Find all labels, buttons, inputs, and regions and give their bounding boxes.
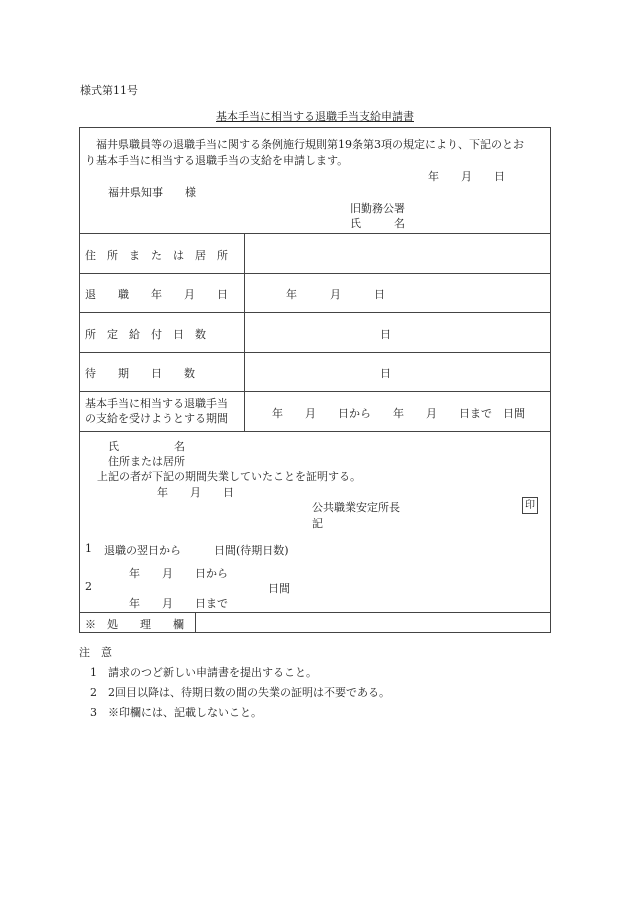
- period-label-line-1: 基本手当に相当する退職手当: [85, 397, 228, 410]
- certificate-date: 年 月 日: [157, 486, 234, 499]
- issuer-title: 公共職業安定所長: [312, 501, 400, 514]
- document-title: 基本手当に相当する退職手当支給申請書: [216, 110, 414, 123]
- application-statement-line-1: 福井県職員等の退職手当に関する条例施行規則第19条第3項の規定により、下記のとお: [96, 138, 524, 151]
- applicant-name-label: 氏 名: [350, 217, 405, 230]
- item-2-number: 2: [85, 580, 92, 593]
- item-1-text: 退職の翌日から 日間(待期日数): [104, 544, 289, 557]
- item-2-days: 日間: [268, 582, 290, 595]
- application-date: 年 月 日: [428, 170, 505, 183]
- former-office-label: 旧勤務公署: [350, 202, 405, 215]
- retirement-date-label: 退 職 年 月 日: [85, 288, 228, 301]
- processing-label: ※ 処 理 欄: [85, 618, 184, 631]
- period-label-line-2: の支給を受けようとする期間: [85, 412, 228, 425]
- item-2-to: 年 月 日まで: [129, 597, 228, 610]
- certificate-address-label: 住所または居所: [108, 455, 185, 468]
- period-field[interactable]: 年 月 日から 年 月 日まで 日間: [272, 407, 525, 420]
- payment-days-field[interactable]: 日: [380, 328, 391, 341]
- notes-heading: 注 意: [79, 646, 112, 659]
- ki-marker: 記: [312, 517, 323, 530]
- certificate-statement: 上記の者が下記の期間失業していたことを証明する。: [97, 470, 361, 483]
- application-statement-line-2: り基本手当に相当する退職手当の支給を申請します。: [85, 154, 349, 167]
- item-2-from: 年 月 日から: [129, 567, 228, 580]
- addressee: 福井県知事 様: [108, 186, 196, 199]
- form-number: 様式第11号: [80, 84, 138, 97]
- waiting-days-field[interactable]: 日: [380, 367, 391, 380]
- retirement-date-field[interactable]: 年 月 日: [286, 288, 385, 301]
- certificate-name-label: 氏 名: [108, 440, 185, 453]
- payment-days-label: 所 定 給 付 日 数: [85, 328, 206, 341]
- note-item: 2 2回目以降は、待期日数の間の失業の証明は不要である。: [90, 686, 390, 699]
- waiting-days-label: 待 期 日 数: [85, 367, 195, 380]
- address-label: 住 所 ま た は 居 所: [85, 249, 228, 262]
- item-1-number: 1: [85, 542, 92, 555]
- application-form: [79, 127, 551, 633]
- note-item: 1 請求のつど新しい申請書を提出すること。: [90, 666, 317, 679]
- note-item: 3 ※印欄には、記載しないこと。: [90, 706, 262, 719]
- seal-box: 印: [522, 497, 538, 514]
